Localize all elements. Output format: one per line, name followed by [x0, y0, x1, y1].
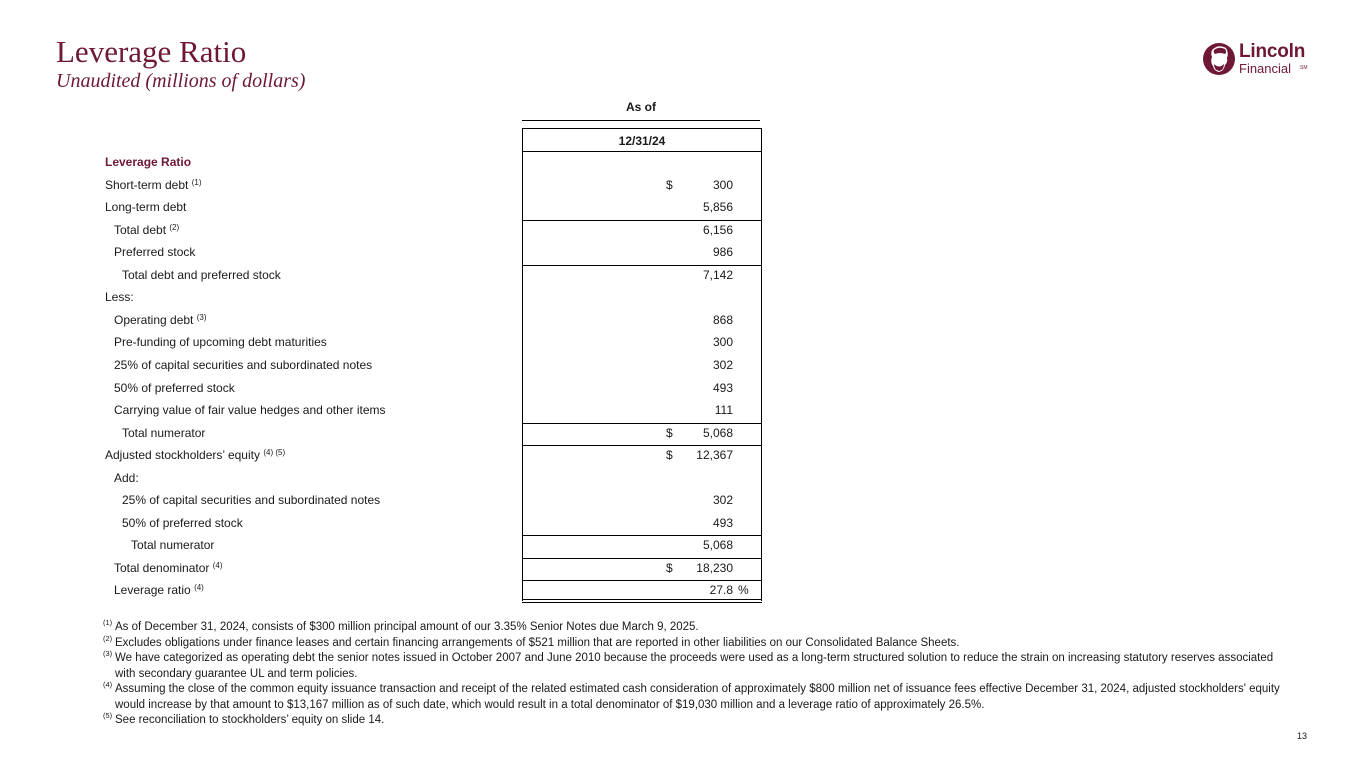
footnote-mark: (4)	[103, 680, 113, 689]
footnotes	[103, 620, 1283, 729]
subtotal-rule	[522, 220, 762, 221]
table-row	[0, 535, 1365, 557]
row-label: Short-term debt $^{(1)}$	[105, 177, 202, 192]
page-title: Leverage Ratio	[56, 34, 247, 69]
table-row	[0, 332, 1365, 354]
row-label: Adjusted stockholders’ equity $^{(4) (5)}$	[105, 448, 286, 463]
table-row	[0, 378, 1365, 400]
row-label: Leverage ratio $^{(4)}$	[114, 583, 204, 598]
row-value: 302	[712, 357, 733, 372]
footnote	[103, 682, 1283, 713]
table-row	[0, 558, 1365, 580]
logo-wordmark-lincoln: Lincoln	[1239, 41, 1306, 62]
row-label: Total numerator	[131, 538, 215, 553]
footnote-text: See reconciliation to stockholders’ equity on slide 14.	[115, 714, 385, 726]
row-label: Carrying value of fair value hedges and other items	[114, 403, 386, 418]
row-label: Operating debt $^{(3)}$	[114, 312, 207, 327]
company-logo	[1202, 40, 1312, 80]
row-label: Add:	[114, 470, 139, 485]
footnote-text: Assuming the close of the common equity issuance transaction and receipt of the related estimated cash consideration of approximately $800 million net of issuance fees effective December 31, 2024, adjusted stockholders' equity would increase by that amount to $13,167 million as of such date, which would result in a total denominator of $19,030 million and a leverage ratio of approximately 26.5%.	[115, 683, 1280, 711]
row-value: 493	[712, 515, 733, 530]
table-row	[0, 468, 1365, 490]
footnote	[103, 713, 1283, 729]
page-subtitle: Unaudited (millions of dollars)	[56, 70, 306, 92]
as-of-label: As of	[626, 100, 656, 114]
footnote-ref: (2)	[169, 222, 180, 232]
table-row	[0, 175, 1365, 197]
table-row	[0, 197, 1365, 219]
table-row	[0, 513, 1365, 535]
footnote-text: As of December 31, 2024, consists of $300 million principal amount of our 3.35% Senior Notes due March 9, 2025.	[115, 621, 699, 633]
footnote-mark: (5)	[103, 711, 113, 720]
table-row	[0, 152, 1365, 174]
footnote	[103, 651, 1283, 682]
footnote-mark: (3)	[103, 649, 113, 658]
row-label: Less:	[105, 290, 134, 305]
row-label: Total debt $^{(2)}$	[114, 222, 180, 237]
table-bottom-double-rule	[522, 602, 762, 603]
table-row	[0, 310, 1365, 332]
row-value: 6,156	[702, 222, 733, 237]
row-label: Preferred stock	[114, 245, 196, 260]
table-row	[0, 242, 1365, 264]
logo-wordmark-financial: Financial	[1239, 61, 1292, 76]
footnote-mark: (1)	[103, 618, 113, 627]
row-label: Total denominator $^{(4)}$	[114, 560, 223, 575]
table-row	[0, 445, 1365, 467]
footnote-ref: (4) (5)	[263, 448, 286, 458]
table-row	[0, 265, 1365, 287]
row-value: 986	[712, 245, 733, 260]
row-value: 302	[712, 493, 733, 508]
footnote-ref: (4)	[212, 560, 223, 570]
row-value: 300	[712, 177, 733, 192]
subtotal-rule	[522, 580, 762, 581]
table-bottom-rule	[522, 599, 762, 600]
footnote-text: Excludes obligations under finance leases and certain financing arrangements of $521 million that are reported in other liabilities on our Consolidated Balance Sheets.	[115, 636, 960, 649]
currency-symbol: $	[666, 448, 673, 463]
row-label: Long-term debt	[105, 200, 187, 215]
row-value: 5,068	[702, 425, 733, 440]
footnote-ref: (1)	[191, 177, 202, 187]
row-label: 25% of capital securities and subordinated notes	[122, 493, 381, 508]
column-header-date: 12/31/24	[618, 134, 666, 148]
row-label: Pre-funding of upcoming debt maturities	[114, 335, 327, 350]
table-row	[0, 355, 1365, 377]
lincoln-head-icon	[1202, 40, 1236, 78]
footnote-mark: (2)	[103, 633, 113, 643]
row-label: 25% of capital securities and subordinated notes	[114, 357, 373, 372]
logo-service-mark: SM	[1300, 65, 1308, 71]
table-row	[0, 287, 1365, 309]
row-value: 12,367	[696, 448, 733, 463]
row-label: Total numerator	[122, 425, 206, 440]
row-value: 5,856	[702, 200, 733, 215]
subtotal-rule	[522, 535, 762, 536]
row-value: 5,068	[702, 538, 733, 553]
row-value: 18,230	[696, 560, 733, 575]
as-of-rule	[522, 120, 760, 121]
footnote-text: We have categorized as operating debt the senior notes issued in October 2007 and June 2010 because the proceeds were used as a long-term structured solution to reduce the strain on increasing statutory reserves associated with secondary guarantee UL and term policies.	[115, 652, 1274, 680]
row-value: 493	[712, 380, 733, 395]
subtotal-rule	[522, 265, 762, 266]
row-value: 868	[712, 312, 733, 327]
table-row	[0, 220, 1365, 242]
subtotal-rule	[522, 423, 762, 424]
row-label: Total debt and preferred stock	[122, 267, 281, 282]
percent-symbol: %	[738, 583, 749, 598]
currency-symbol: $	[666, 177, 673, 192]
section-heading: Leverage Ratio	[105, 155, 192, 169]
table-row	[0, 490, 1365, 512]
row-value: 300	[712, 335, 733, 350]
row-value: 111	[714, 403, 733, 418]
row-label: 50% of preferred stock	[122, 515, 243, 530]
table-row	[0, 400, 1365, 422]
footnote	[103, 633, 1283, 652]
row-label: 50% of preferred stock	[114, 380, 235, 395]
footnote	[103, 620, 1283, 636]
footnote-ref: (4)	[194, 583, 204, 593]
page-number: 13	[1297, 731, 1308, 741]
currency-symbol: $	[666, 560, 673, 575]
subtotal-rule	[522, 558, 762, 559]
currency-symbol: $	[666, 425, 673, 440]
table-row	[0, 423, 1365, 445]
footnote-ref: (3)	[196, 312, 207, 322]
row-value: 7,142	[702, 267, 733, 282]
row-value: 27.8	[709, 583, 733, 598]
subtotal-rule	[522, 445, 762, 446]
